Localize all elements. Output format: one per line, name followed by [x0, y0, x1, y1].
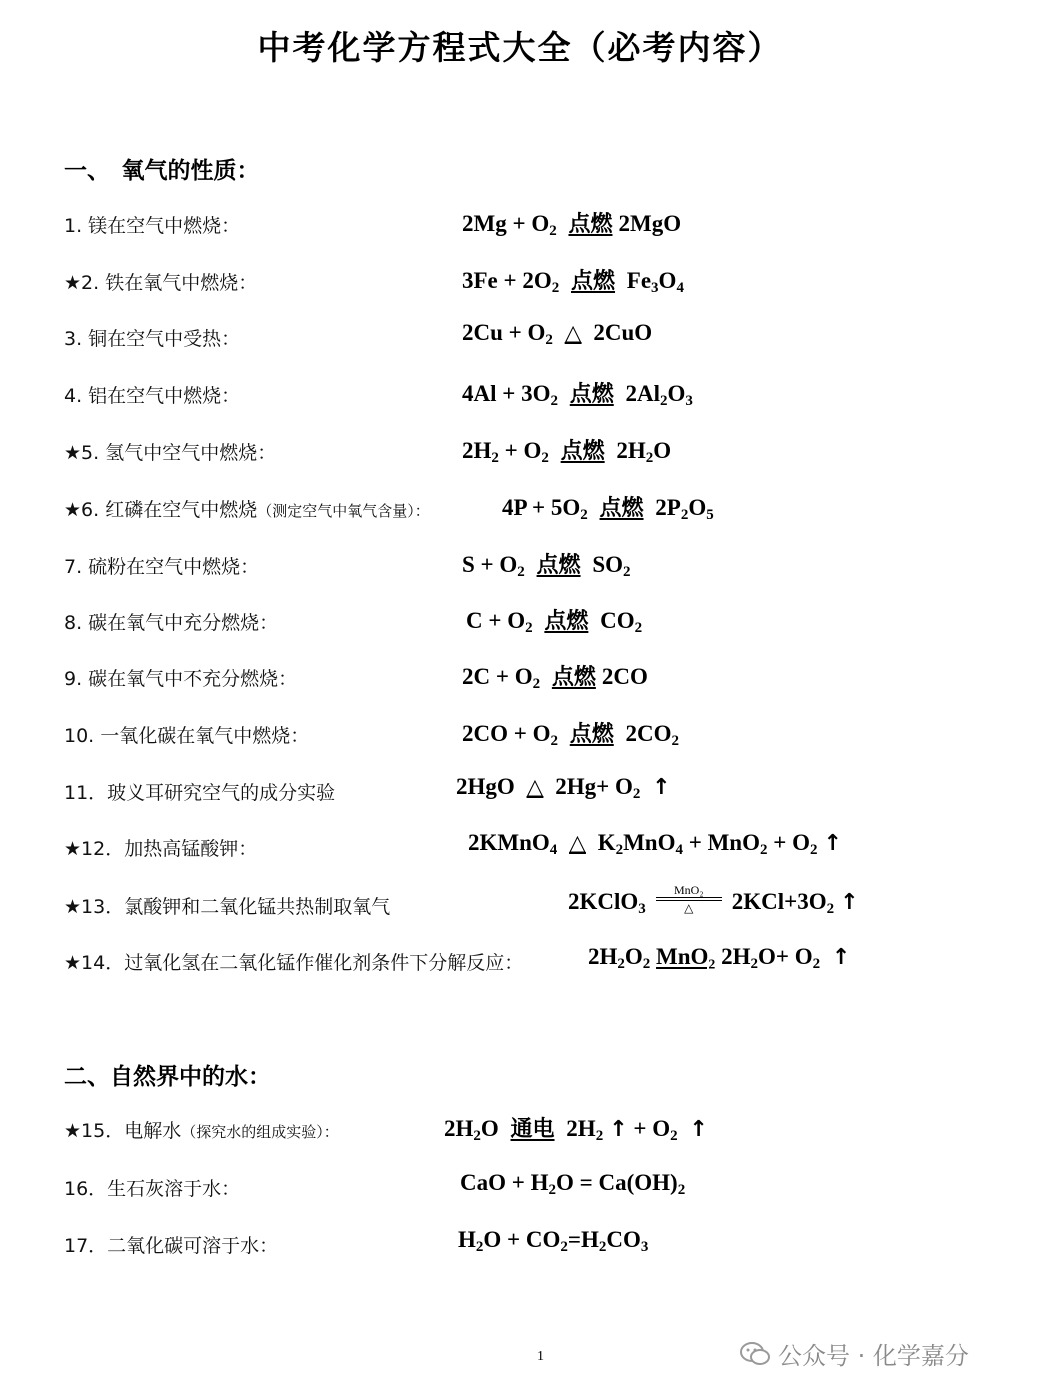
reaction-label: 7. 硫粉在空气中燃烧： — [64, 556, 260, 578]
chemical-equation: $2C + O_2$ 点燃 2CO — [462, 660, 648, 691]
gas-arrow-icon: ↑ — [840, 889, 859, 915]
equation-row — [64, 320, 1004, 354]
reaction-condition: 点燃 — [571, 269, 616, 294]
equation-row — [64, 604, 1004, 638]
reaction-condition: 点燃 — [568, 212, 613, 237]
equation-row — [64, 491, 1004, 525]
chemical-equation: CaO + $H_2O = Ca(OH)_2$ — [460, 1170, 686, 1198]
gas-arrow-icon: ↑ — [652, 775, 671, 800]
heat-triangle-icon: △ — [564, 321, 582, 346]
reaction-note: （探究水的组成实验）： — [181, 1123, 339, 1141]
watermark — [740, 1336, 969, 1371]
heat-triangle-icon: △ — [526, 775, 544, 800]
gas-arrow-icon: ↑ — [609, 1117, 628, 1142]
reaction-condition: 点燃 — [544, 609, 589, 634]
catalyst-label: MnO₂ — [656, 944, 716, 969]
reaction-label: 11．玻义耳研究空气的成分实验 — [64, 782, 336, 804]
equation-row — [64, 548, 1004, 582]
reaction-label: 3. 铜在空气中受热： — [64, 328, 241, 350]
reaction-label: ★5. 氢气中空气中燃烧： — [64, 442, 277, 464]
gas-arrow-icon: ↑ — [689, 1117, 708, 1142]
reaction-label: 1. 镁在空气中燃烧： — [64, 215, 241, 237]
equation-row — [64, 434, 1004, 468]
reaction-label: 17．二氧化碳可溶于水： — [64, 1235, 279, 1257]
catalyst-label: MnO₂ — [674, 883, 704, 897]
reaction-label: 4. 铝在空气中燃烧： — [64, 385, 241, 407]
chemical-equation: $2Cu + O_2$ △ 2CuO — [462, 320, 653, 348]
chemical-equation: $2H_2 + O_2$ 点燃 $2H_2O$ — [462, 434, 671, 465]
section-heading-oxygen: 一、 氧气的性质： — [64, 158, 260, 184]
chemical-equation: $4P + 5O_2$ 点燃 $2P_2O_5$ — [502, 491, 714, 522]
equation-row — [64, 264, 1004, 298]
reaction-label: 8. 碳在氧气中充分燃烧： — [64, 612, 279, 634]
gas-arrow-icon: ↑ — [831, 945, 851, 970]
chemical-equation: $2Mg + O_2$ 点燃 2MgO — [462, 207, 681, 238]
equation-row — [64, 377, 1004, 411]
equation-row — [64, 944, 1004, 978]
section-heading-water: 二、自然界中的水： — [64, 1064, 271, 1090]
reaction-condition: 点燃 — [560, 439, 605, 464]
chemical-equation: $2CO + O_2$ 点燃 $2CO_2$ — [462, 717, 679, 748]
equation-row — [64, 830, 1004, 864]
reaction-note: （测定空气中氧气含量）： — [257, 502, 430, 520]
reaction-label: ★2. 铁在氧气中燃烧： — [64, 272, 258, 294]
chemical-equation: $S + O_2$ 点燃 $SO_2$ — [462, 548, 631, 579]
reaction-label: ★12．加热高锰酸钾： — [64, 838, 258, 860]
reaction-condition: 点燃 — [536, 553, 581, 578]
reaction-label: ★6. 红磷在空气中燃烧（测定空气中氧气含量）： — [64, 499, 430, 521]
chemical-equation: 2KMnO$_4$ △ $K_2MnO_4 + MnO_2 + O_2$ ↑ — [468, 830, 842, 858]
reaction-condition: 点燃 — [569, 382, 614, 407]
gas-arrow-icon: ↑ — [823, 831, 842, 856]
reaction-condition: 点燃 — [599, 496, 644, 521]
page-title: 中考化学方程式大全（必考内容） — [257, 28, 783, 67]
equation-row — [64, 883, 1004, 922]
chemical-equation: 2HgO △ $2Hg+ O_2$ ↑ — [456, 774, 671, 802]
reaction-label: 9. 碳在氧气中不充分燃烧： — [64, 668, 298, 690]
equation-row — [64, 1170, 1004, 1204]
equation-row — [64, 660, 1004, 694]
equation-row — [64, 717, 1004, 751]
chemical-equation: 2KClO$_3$ MnO₂ △ $2KCl+3O_2$ ↑ — [568, 883, 859, 917]
reaction-condition: 点燃 — [551, 665, 596, 690]
heat-triangle-icon: △ — [569, 831, 586, 856]
reaction-label: 10. 一氧化碳在氧气中燃烧： — [64, 725, 310, 747]
reaction-condition: 通电 — [510, 1117, 555, 1142]
chemical-equation: $3Fe + 2O_2$ 点燃 $Fe_3O_4$ — [462, 264, 684, 295]
chemical-equation: $H_2O + CO_2=H_2CO_3$ — [458, 1227, 649, 1255]
watermark-text: 公众号 · 化学嘉分 — [778, 1342, 969, 1370]
reaction-label: ★13．氯酸钾和二氧化锰共热制取氧气 — [64, 896, 391, 918]
wechat-icon — [740, 1341, 770, 1367]
reaction-label: ★15．电解水（探究水的组成实验）： — [64, 1120, 339, 1142]
equation-row — [64, 1112, 1004, 1146]
chemical-equation: $2H_2O$ 通电 $2H_2$ ↑ + $O_2$ ↑ — [444, 1112, 708, 1143]
chemical-equation: $C + O_2$ 点燃 $CO_2$ — [466, 604, 642, 635]
equation-row — [64, 1227, 1004, 1261]
reaction-label: 16．生石灰溶于水： — [64, 1178, 241, 1200]
page-number: 1 — [537, 1349, 544, 1364]
equation-row — [64, 207, 1004, 241]
chemical-equation: $4Al + 3O_2$ 点燃 $2Al_2O_3$ — [462, 377, 693, 408]
reaction-label: ★14．过氧化氢在二氧化锰作催化剂条件下分解反应： — [64, 952, 524, 974]
heat-triangle-icon: △ — [684, 901, 694, 915]
catalyst-condition — [656, 884, 722, 915]
equation-row — [64, 774, 1004, 808]
reaction-condition: 点燃 — [569, 722, 614, 747]
chemical-equation: $2H_2O_2$ MnO₂ $2H_2O+ O_2$ ↑ — [588, 944, 851, 972]
